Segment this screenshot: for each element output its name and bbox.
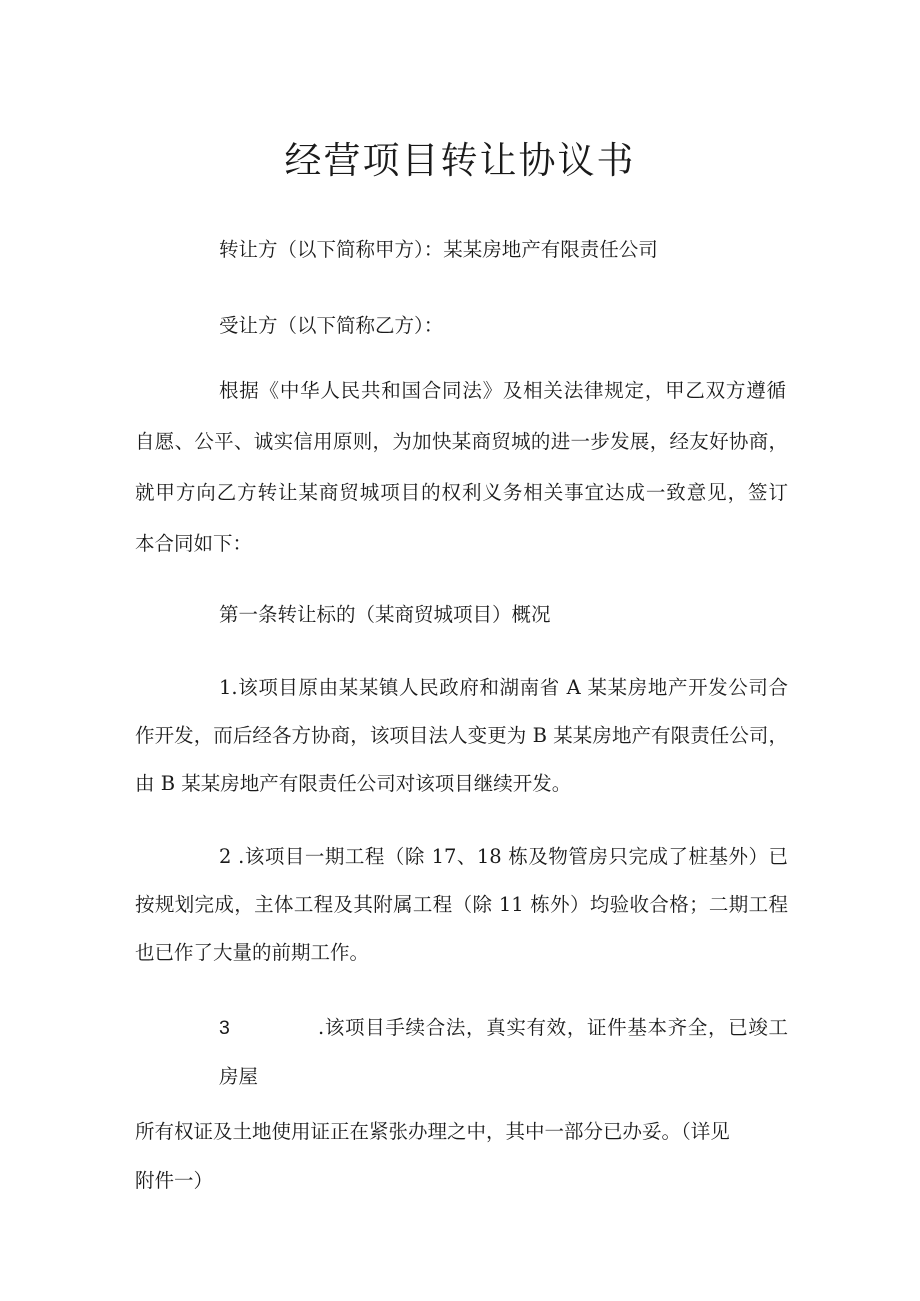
preamble-line-3: 就甲方向乙方转让某商贸城项目的权利义务相关事宜达成一致意见，签订: [135, 481, 788, 504]
item-1-line-2: 作开发，而后经各方协商，该项目法人变更为 B 某某房地产有限责任公司，: [135, 724, 788, 747]
document-title: 经营项目转让协议书: [284, 139, 636, 182]
item-3-number: 3: [219, 1017, 230, 1039]
item-3-line-2: 房屋: [219, 1065, 259, 1088]
item-3-line-3: 所有权证及土地使用证正在紧张办理之中，其中一部分已办妥。（详见: [135, 1120, 730, 1143]
preamble-line-4: 本合同如下：: [135, 532, 253, 555]
item-1-line-1: 1.该项目原由某某镇人民政府和湖南省 A 某某房地产开发公司合: [219, 676, 788, 699]
item-2-line-2: 按规划完成，主体工程及其附属工程（除 11 栋外）均验收合格；二期工程: [135, 893, 788, 916]
item-2-line-3: 也已作了大量的前期工作。: [135, 941, 370, 964]
article-1-heading: 第一条转让标的（某商贸城项目）概况: [219, 603, 551, 626]
preamble-line-2: 自愿、公平、诚实信用原则，为加快某商贸城的进一步发展，经友好协商，: [135, 430, 788, 453]
item-2-line-1: 2 .该项目一期工程（除 17、18 栋及物管房只完成了桩基外）已: [219, 845, 788, 868]
item-1-line-3: 由 B 某某房地产有限责任公司对该项目继续开发。: [135, 772, 572, 795]
preamble-line-1: 根据《中华人民共和国合同法》及相关法律规定，甲乙双方遵循: [219, 379, 786, 402]
item-3-line-4: 附件一）: [135, 1169, 214, 1192]
transferor-line: 转让方（以下简称甲方）：某某房地产有限责任公司: [219, 238, 658, 261]
transferee-line: 受让方（以下简称乙方）：: [219, 314, 444, 337]
item-3-line-1: .该项目手续合法，真实有效，证件基本齐全，已竣工: [318, 1016, 788, 1039]
